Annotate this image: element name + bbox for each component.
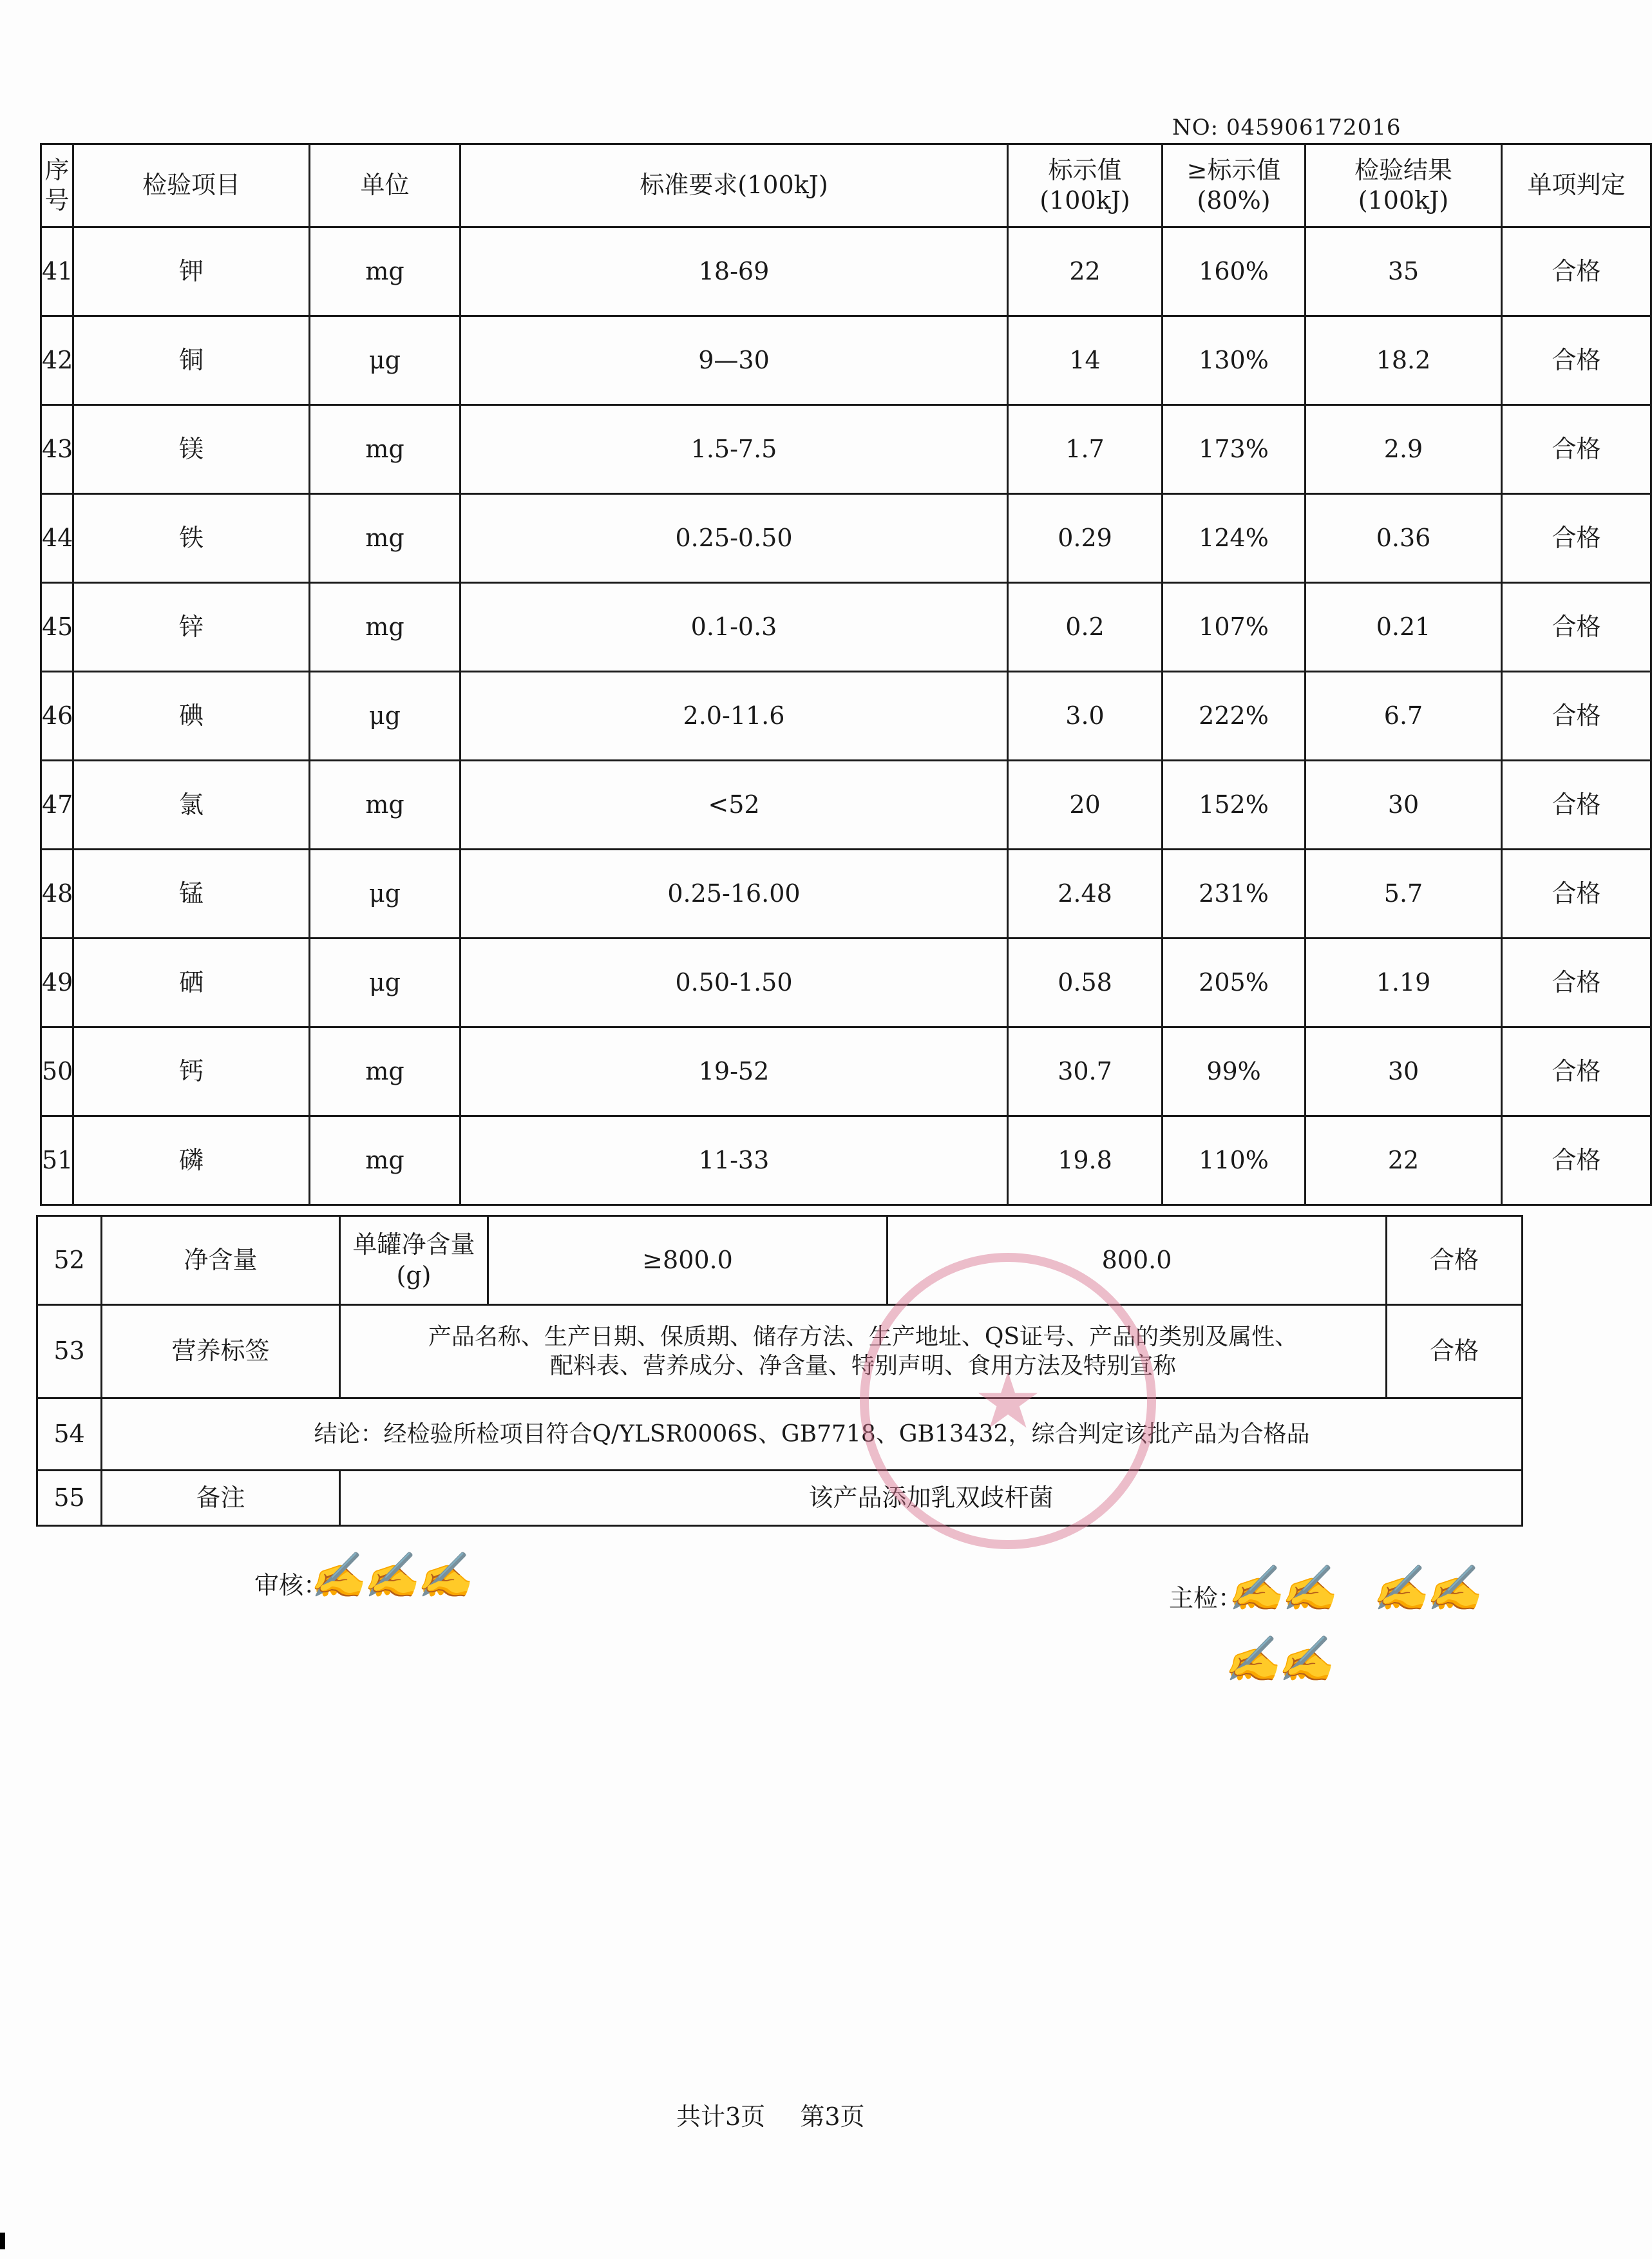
cell-unit: μg	[310, 672, 460, 761]
conclusion-row	[37, 1398, 1523, 1471]
cell-standard: 9—30	[460, 316, 1008, 405]
cell-labeled: 2.48	[1008, 850, 1163, 939]
cell-result: 30	[1305, 1027, 1502, 1116]
cell-percent: 152%	[1163, 761, 1305, 850]
table-row	[41, 494, 1651, 583]
cell-item: 锌	[73, 583, 310, 672]
cell-standard: 18-69	[460, 227, 1008, 316]
cell-unit: μg	[310, 316, 460, 405]
cell-standard: 0.25-16.00	[460, 850, 1008, 939]
cell-percent: 124%	[1163, 494, 1305, 583]
cell-labeled: 3.0	[1008, 672, 1163, 761]
nutrition-label-seq: 53	[37, 1305, 102, 1398]
net-content-judgement: 合格	[1387, 1216, 1523, 1305]
cell-seq: 51	[41, 1116, 73, 1205]
conclusion-text: 结论：经检验所检项目符合Q/YLSR0006S、GB7718、GB13432，综合判定该批产品为合格品	[102, 1398, 1523, 1471]
seal-star-icon: ★	[973, 1356, 1043, 1446]
nutrition-label-content: 产品名称、生产日期、保质期、储存方法、生产地址、QS证号、产品的类别及属性、 配料表、营养成分、净含量、特别声明、食用方法及特别宣称	[340, 1305, 1387, 1398]
table-row	[41, 939, 1651, 1027]
report-number: NO: 045906172016	[1172, 115, 1401, 140]
cell-seq: 44	[41, 494, 73, 583]
net-content-unit: 单罐净含量 (g)	[340, 1216, 488, 1305]
cell-standard: <52	[460, 761, 1008, 850]
cell-item: 镁	[73, 405, 310, 494]
header-standard: 标准要求(100kJ)	[460, 144, 1008, 227]
cell-percent: 222%	[1163, 672, 1305, 761]
cell-seq: 47	[41, 761, 73, 850]
cell-percent: 173%	[1163, 405, 1305, 494]
cell-item: 碘	[73, 672, 310, 761]
inspection-table	[40, 143, 1652, 1206]
table-row	[41, 227, 1651, 316]
header-ge-labeled: ≥标示值 (80%)	[1163, 144, 1305, 227]
net-content-item: 净含量	[102, 1216, 340, 1305]
nutrition-label-row	[37, 1305, 1523, 1398]
cell-seq: 46	[41, 672, 73, 761]
cell-result: 5.7	[1305, 850, 1502, 939]
cell-labeled: 30.7	[1008, 1027, 1163, 1116]
cell-seq: 42	[41, 316, 73, 405]
conclusion-seq: 54	[37, 1398, 102, 1471]
cell-seq: 49	[41, 939, 73, 1027]
cell-item: 锰	[73, 850, 310, 939]
cell-unit: mg	[310, 405, 460, 494]
cell-item: 钾	[73, 227, 310, 316]
cell-result: 22	[1305, 1116, 1502, 1205]
cell-percent: 99%	[1163, 1027, 1305, 1116]
cell-percent: 160%	[1163, 227, 1305, 316]
cell-result: 35	[1305, 227, 1502, 316]
table-row	[41, 1027, 1651, 1116]
cell-result: 18.2	[1305, 316, 1502, 405]
cell-unit: μg	[310, 939, 460, 1027]
cell-unit: mg	[310, 1027, 460, 1116]
cell-standard: 0.50-1.50	[460, 939, 1008, 1027]
footer-page-number: 第3页	[800, 2102, 865, 2131]
inspector-label: 主检：	[1169, 1584, 1243, 1612]
cell-seq: 43	[41, 405, 73, 494]
cell-item: 氯	[73, 761, 310, 850]
cell-result: 2.9	[1305, 405, 1502, 494]
nutrition-label-item: 营养标签	[102, 1305, 340, 1398]
table-row	[41, 761, 1651, 850]
cell-seq: 48	[41, 850, 73, 939]
net-content-seq: 52	[37, 1216, 102, 1305]
cell-unit: mg	[310, 583, 460, 672]
net-content-result: 800.0	[888, 1216, 1387, 1305]
cell-percent: 205%	[1163, 939, 1305, 1027]
footer-total-pages: 共计3页	[676, 2102, 766, 2131]
cell-result: 1.19	[1305, 939, 1502, 1027]
table-row	[41, 850, 1651, 939]
cell-labeled: 22	[1008, 227, 1163, 316]
cell-unit: mg	[310, 1116, 460, 1205]
page-footer	[676, 2097, 865, 2132]
cell-item: 铁	[73, 494, 310, 583]
cell-judgement: 合格	[1502, 939, 1651, 1027]
remark-item: 备注	[102, 1471, 340, 1526]
cell-seq: 45	[41, 583, 73, 672]
cell-labeled: 0.29	[1008, 494, 1163, 583]
cell-seq: 41	[41, 227, 73, 316]
table-header-row	[41, 144, 1651, 227]
cell-unit: mg	[310, 761, 460, 850]
inspector-signature-1: ✍✍	[1227, 1562, 1334, 1615]
cell-percent: 110%	[1163, 1116, 1305, 1205]
cell-percent: 107%	[1163, 583, 1305, 672]
inspector-signature-2: ✍✍	[1372, 1562, 1479, 1615]
cell-standard: 1.5-7.5	[460, 405, 1008, 494]
cell-labeled: 14	[1008, 316, 1163, 405]
table-row	[41, 316, 1651, 405]
cell-judgement: 合格	[1502, 494, 1651, 583]
reviewer-signature: ✍✍✍	[309, 1549, 470, 1602]
cell-item: 硒	[73, 939, 310, 1027]
cell-percent: 231%	[1163, 850, 1305, 939]
net-content-row	[37, 1216, 1523, 1305]
cell-unit: mg	[310, 494, 460, 583]
header-labeled-value: 标示值 (100kJ)	[1008, 144, 1163, 227]
cell-standard: 0.25-0.50	[460, 494, 1008, 583]
remark-seq: 55	[37, 1471, 102, 1526]
cell-judgement: 合格	[1502, 583, 1651, 672]
cell-judgement: 合格	[1502, 1027, 1651, 1116]
table-row	[41, 1116, 1651, 1205]
cell-labeled: 0.58	[1008, 939, 1163, 1027]
table-row	[41, 583, 1651, 672]
nutrition-label-judgement: 合格	[1387, 1305, 1523, 1398]
cell-judgement: 合格	[1502, 850, 1651, 939]
cell-standard: 11-33	[460, 1116, 1008, 1205]
cell-standard: 0.1-0.3	[460, 583, 1008, 672]
cell-seq: 50	[41, 1027, 73, 1116]
official-seal	[860, 1253, 1156, 1549]
cell-judgement: 合格	[1502, 1116, 1651, 1205]
header-seq: 序号	[41, 144, 73, 227]
scan-mark	[0, 2233, 5, 2249]
summary-table	[36, 1215, 1523, 1527]
cell-judgement: 合格	[1502, 761, 1651, 850]
cell-item: 钙	[73, 1027, 310, 1116]
cell-result: 30	[1305, 761, 1502, 850]
cell-unit: μg	[310, 850, 460, 939]
cell-item: 铜	[73, 316, 310, 405]
table-row	[41, 672, 1651, 761]
cell-item: 磷	[73, 1116, 310, 1205]
cell-labeled: 1.7	[1008, 405, 1163, 494]
cell-judgement: 合格	[1502, 672, 1651, 761]
cell-percent: 130%	[1163, 316, 1305, 405]
cell-result: 6.7	[1305, 672, 1502, 761]
net-content-standard: ≥800.0	[488, 1216, 888, 1305]
cell-labeled: 19.8	[1008, 1116, 1163, 1205]
reviewer-label: 审核：	[254, 1571, 328, 1599]
table-row	[41, 405, 1651, 494]
remark-row	[37, 1471, 1523, 1526]
header-judgement: 单项判定	[1502, 144, 1651, 227]
cell-judgement: 合格	[1502, 405, 1651, 494]
header-item: 检验项目	[73, 144, 310, 227]
cell-judgement: 合格	[1502, 316, 1651, 405]
cell-labeled: 20	[1008, 761, 1163, 850]
cell-result: 0.21	[1305, 583, 1502, 672]
inspector-signature-3: ✍✍	[1224, 1633, 1331, 1686]
remark-text: 该产品添加乳双歧杆菌	[340, 1471, 1523, 1526]
cell-judgement: 合格	[1502, 227, 1651, 316]
header-unit: 单位	[310, 144, 460, 227]
header-result: 检验结果 (100kJ)	[1305, 144, 1502, 227]
cell-standard: 19-52	[460, 1027, 1008, 1116]
cell-labeled: 0.2	[1008, 583, 1163, 672]
cell-unit: mg	[310, 227, 460, 316]
cell-result: 0.36	[1305, 494, 1502, 583]
cell-standard: 2.0-11.6	[460, 672, 1008, 761]
